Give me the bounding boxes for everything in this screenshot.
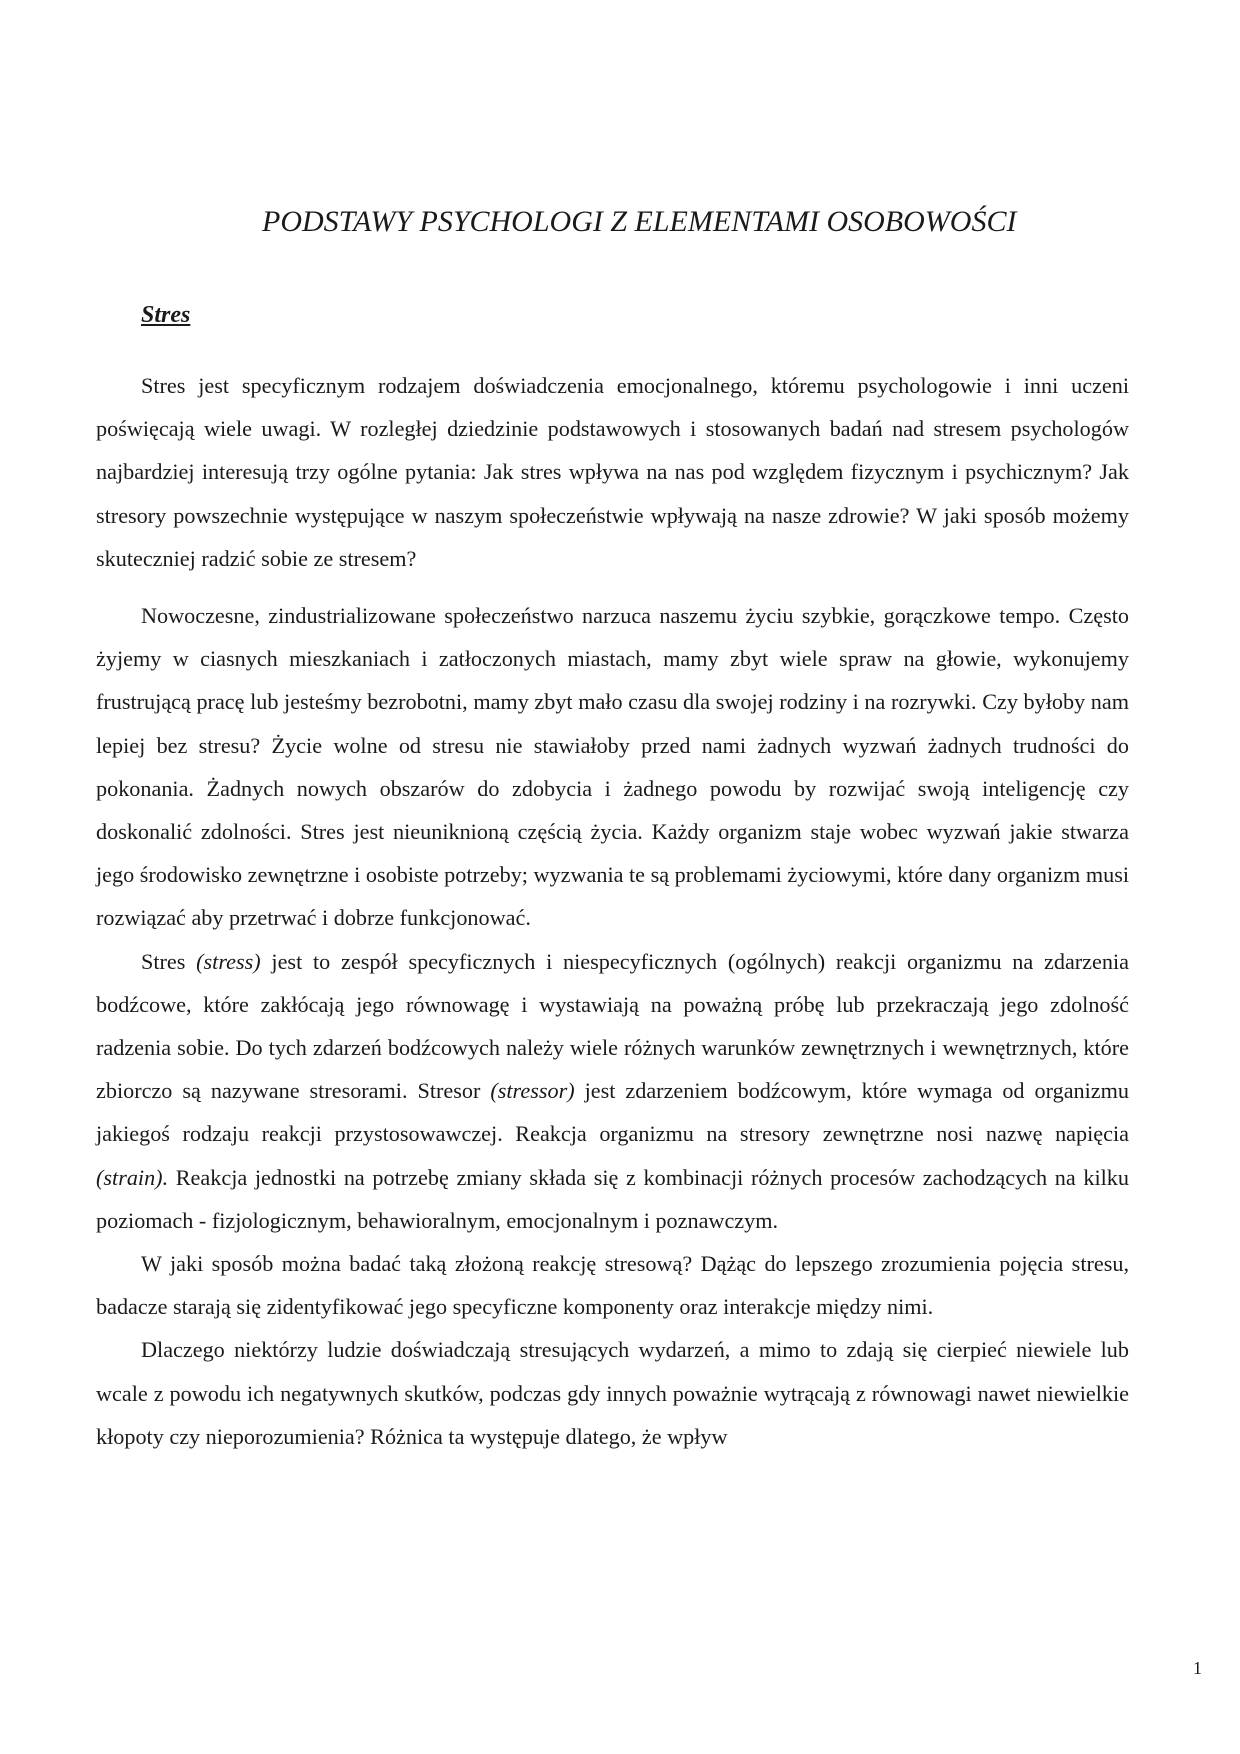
paragraph: [96, 940, 1129, 1242]
paragraph: [96, 364, 1129, 580]
document-title: PODSTAWY PSYCHOLOGI Z ELEMENTAMI OSOBOWOŚCI: [262, 205, 1017, 238]
text-run: Reakcja jednostki na potrzebę zmiany składa się z kombinacji różnych procesów zachodzących na kilku poziomach - fizjologicznym, behawioralnym, emocjonalnym i poznawczym.: [96, 1164, 1129, 1233]
italic-term: (stressor): [490, 1078, 575, 1104]
text-run: jest to zespół specyficznych i niespecyficznych (ogólnych) reakcji organizmu na zdarzenia bodźcowe, które zakłócają jego równowagę i wystawiają na poważną próbę lub przekraczają jego zdolność radzenia sobie. Do tych zdarzeń bodźcowych należy wiele różnych warunków zewnętrznych i wewnętrznych, które zbiorczo są nazywane stresorami. Stresor: [96, 948, 1129, 1104]
text-run: Stres: [141, 948, 197, 974]
section-heading: Stres: [141, 302, 191, 328]
body-text: [96, 364, 1129, 1458]
text-run: Stres jest specyficznym rodzajem doświadczenia emocjonalnego, któremu psychologowie i inni uczeni poświęcają wiele uwagi. W rozległej dziedzinie podstawowych i stosowanych badań nad stresem psychologów najbardziej interesują trzy ogólne pytania: Jak stres wpływa na nas pod względem fizycznym i psychicznym? Jak stresory powszechnie występujące w naszym społeczeństwie wpływają na nasze zdrowie? W jaki sposób możemy skuteczniej radzić sobie ze stresem?: [96, 373, 1129, 571]
paragraph: [96, 594, 1129, 940]
paragraph: [96, 1242, 1129, 1328]
text-run: Nowoczesne, zindustrializowane społeczeństwo narzuca naszemu życiu szybkie, gorączkowe tempo. Często żyjemy w ciasnych mieszkaniach i zatłoczonych miastach, mamy zbyt wiele spraw na głowie, wykonujemy frustrującą pracę lub jesteśmy bezrobotni, mamy zbyt mało czasu dla swojej rodziny i na rozrywki. Czy byłoby nam lepiej bez stresu? Życie wolne od stresu nie stawiałoby przed nami żadnych wyzwań żadnych trudności do pokonania. Żadnych nowych obszarów do zdobycia i żadnego powodu by rozwijać swoją inteligencję czy doskonalić zdolności. Stres jest nieuniknioną częścią życia. Każdy organizm staje wobec wyzwań jakie stwarza jego środowisko zewnętrzne i osobiste potrzeby; wyzwania te są problemami życiowymi, które dany organizm musi rozwiązać aby przetrwać i dobrze funkcjonować.: [96, 603, 1129, 931]
text-run: Dlaczego niektórzy ludzie doświadczają stresujących wydarzeń, a mimo to zdają się cierpieć niewiele lub wcale z powodu ich negatywnych skutków, podczas gdy innych poważnie wytrącają z równowagi nawet niewielkie kłopoty czy nieporozumienia? Różnica ta występuje dlatego, że wpływ: [96, 1337, 1129, 1449]
text-run: W jaki sposób można badać taką złożoną reakcję stresową? Dążąc do lepszego zrozumienia pojęcia stresu, badacze starają się zidentyfikować jego specyficzne komponenty oraz interakcje między nimi.: [96, 1251, 1129, 1320]
italic-term: (stress): [196, 948, 261, 974]
paragraph: [96, 1328, 1129, 1458]
text-run: jest zdarzeniem bodźcowym, które wymaga od organizmu jakiegoś rodzaju reakcji przystosowawczej. Reakcja organizmu na stresory zewnętrzne nosi nazwę napięcia: [96, 1078, 1130, 1147]
italic-term: (strain).: [96, 1164, 169, 1190]
page-number: 1: [1193, 1658, 1202, 1678]
